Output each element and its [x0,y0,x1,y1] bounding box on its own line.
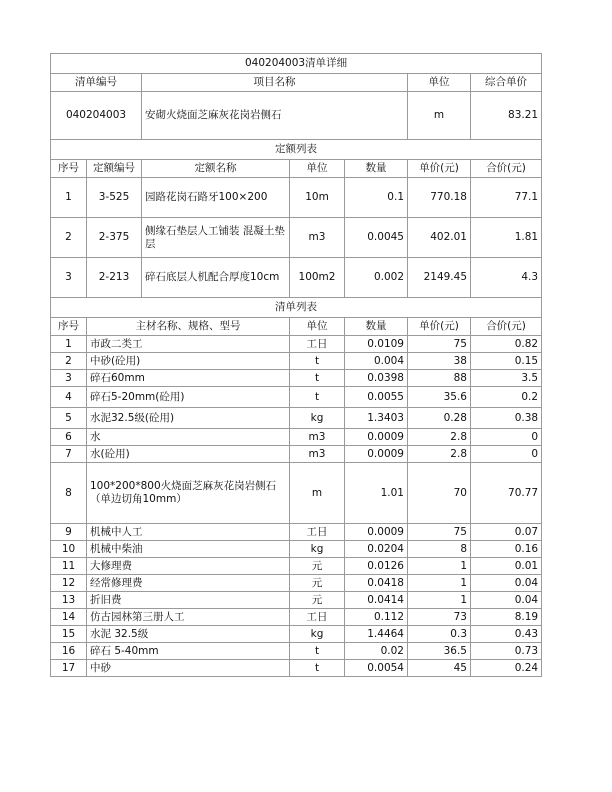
material-row [51,429,542,446]
material-seq: 7 [51,446,87,463]
quota-seq-header: 序号 [51,160,87,178]
material-total: 0.82 [471,336,542,353]
material-price: 1 [408,558,471,575]
material-total: 0.04 [471,592,542,609]
material-total: 0.24 [471,660,542,677]
material-name: 中砂(砼用) [87,353,290,370]
material-unit: 工日 [290,524,345,541]
material-unit: kg [290,626,345,643]
quota-unit: 100m2 [290,258,345,298]
material-price: 73 [408,609,471,626]
material-qty: 0.0204 [345,541,408,558]
material-name: 中砂 [87,660,290,677]
material-total: 0 [471,446,542,463]
code-header: 清单编号 [51,74,142,92]
quota-price: 2149.45 [408,258,471,298]
quota-price: 402.01 [408,218,471,258]
quota-price: 770.18 [408,178,471,218]
material-qty-header: 数量 [345,318,408,336]
material-price: 0.28 [408,408,471,429]
material-row [51,575,542,592]
material-seq: 9 [51,524,87,541]
quota-unit: 10m [290,178,345,218]
material-price: 2.8 [408,429,471,446]
material-price: 2.8 [408,446,471,463]
quota-row [51,218,542,258]
material-unit: 工日 [290,336,345,353]
material-name: 机械中人工 [87,524,290,541]
material-row [51,626,542,643]
quota-qty: 0.002 [345,258,408,298]
material-unit: t [290,387,345,408]
quota-unit-header: 单位 [290,160,345,178]
material-total: 0.2 [471,387,542,408]
quota-code: 2-375 [87,218,142,258]
material-price: 8 [408,541,471,558]
quota-total: 77.1 [471,178,542,218]
material-unit: 元 [290,592,345,609]
material-qty: 0.0398 [345,370,408,387]
material-row [51,463,542,524]
material-price: 0.3 [408,626,471,643]
material-name: 碎石 5-40mm [87,643,290,660]
item-price: 83.21 [471,92,542,140]
material-seq: 16 [51,643,87,660]
material-seq: 8 [51,463,87,524]
material-qty: 0.0009 [345,429,408,446]
quota-name-header: 定额名称 [142,160,290,178]
material-unit: 元 [290,575,345,592]
material-seq: 5 [51,408,87,429]
material-name: 水 [87,429,290,446]
quota-unit: m3 [290,218,345,258]
item-name: 安砌火烧面芝麻灰花岗岩侧石 [142,92,408,140]
material-total: 0.16 [471,541,542,558]
quota-total-header: 合价(元) [471,160,542,178]
material-seq: 10 [51,541,87,558]
material-name-header: 主材名称、规格、型号 [87,318,290,336]
material-row [51,541,542,558]
material-seq: 14 [51,609,87,626]
material-unit: m3 [290,446,345,463]
material-row [51,387,542,408]
material-row [51,643,542,660]
material-total: 0.04 [471,575,542,592]
material-name: 折旧费 [87,592,290,609]
sheet-title: 040204003清单详细 [51,54,542,74]
quota-code: 2-213 [87,258,142,298]
quota-seq: 2 [51,218,87,258]
unit-header: 单位 [408,74,471,92]
material-row [51,353,542,370]
material-qty: 0.0418 [345,575,408,592]
material-name: 水泥 32.5级 [87,626,290,643]
material-name: 水泥32.5级(砼用) [87,408,290,429]
material-total: 0.38 [471,408,542,429]
material-total: 0.43 [471,626,542,643]
material-qty: 0.004 [345,353,408,370]
material-qty: 0.112 [345,609,408,626]
material-total-header: 合价(元) [471,318,542,336]
material-seq-header: 序号 [51,318,87,336]
name-header: 项目名称 [142,74,408,92]
material-qty: 0.0009 [345,524,408,541]
quota-seq: 3 [51,258,87,298]
material-price-header: 单价(元) [408,318,471,336]
material-total: 0.01 [471,558,542,575]
material-total: 70.77 [471,463,542,524]
material-price: 38 [408,353,471,370]
material-row [51,336,542,353]
material-price: 36.5 [408,643,471,660]
material-seq: 17 [51,660,87,677]
quota-qty-header: 数量 [345,160,408,178]
material-qty: 0.0009 [345,446,408,463]
material-name: 碎石60mm [87,370,290,387]
material-seq: 11 [51,558,87,575]
material-row [51,408,542,429]
material-price: 70 [408,463,471,524]
material-unit: kg [290,541,345,558]
material-name: 市政二类工 [87,336,290,353]
material-qty: 1.4464 [345,626,408,643]
quota-row [51,178,542,218]
material-unit: m3 [290,429,345,446]
material-seq: 1 [51,336,87,353]
material-seq: 15 [51,626,87,643]
quota-code: 3-525 [87,178,142,218]
material-unit: 元 [290,558,345,575]
material-qty: 0.0054 [345,660,408,677]
material-name: 大修理费 [87,558,290,575]
quota-qty: 0.1 [345,178,408,218]
quota-code-header: 定额编号 [87,160,142,178]
material-seq: 13 [51,592,87,609]
material-row [51,660,542,677]
bill-detail-table [50,53,542,677]
material-seq: 4 [51,387,87,408]
material-unit: t [290,660,345,677]
quota-name: 侧缘石垫层人工铺装 混凝土垫层 [142,218,290,258]
materials-section-title: 清单列表 [51,298,542,318]
material-total: 8.19 [471,609,542,626]
material-qty: 0.0414 [345,592,408,609]
material-name: 经常修理费 [87,575,290,592]
material-name: 水(砼用) [87,446,290,463]
material-seq: 6 [51,429,87,446]
material-rows [51,336,542,677]
material-qty: 0.0055 [345,387,408,408]
quota-section-title: 定额列表 [51,140,542,160]
material-seq: 12 [51,575,87,592]
material-price: 1 [408,592,471,609]
material-row [51,609,542,626]
material-name: 机械中柴油 [87,541,290,558]
material-total: 0.73 [471,643,542,660]
material-unit: t [290,370,345,387]
quota-row [51,258,542,298]
material-qty: 0.02 [345,643,408,660]
material-qty: 0.0126 [345,558,408,575]
quota-total: 1.81 [471,218,542,258]
price-header: 综合单价 [471,74,542,92]
quota-total: 4.3 [471,258,542,298]
material-name: 100*200*800火烧面芝麻灰花岗岩侧石（单边切角10mm） [87,463,290,524]
material-price: 35.6 [408,387,471,408]
quota-price-header: 单价(元) [408,160,471,178]
material-row [51,370,542,387]
material-unit: t [290,643,345,660]
material-total: 0 [471,429,542,446]
material-row [51,446,542,463]
material-total: 0.15 [471,353,542,370]
material-name: 仿古园林第三册人工 [87,609,290,626]
material-qty: 1.01 [345,463,408,524]
material-unit: t [290,353,345,370]
material-price: 75 [408,524,471,541]
material-qty: 1.3403 [345,408,408,429]
material-total: 0.07 [471,524,542,541]
material-unit-header: 单位 [290,318,345,336]
material-price: 88 [408,370,471,387]
material-price: 75 [408,336,471,353]
material-unit: m [290,463,345,524]
material-row [51,558,542,575]
quota-qty: 0.0045 [345,218,408,258]
material-row [51,592,542,609]
material-row [51,524,542,541]
material-qty: 0.0109 [345,336,408,353]
quota-name: 园路花岗石路牙100×200 [142,178,290,218]
material-seq: 3 [51,370,87,387]
material-seq: 2 [51,353,87,370]
item-code: 040204003 [51,92,142,140]
quota-seq: 1 [51,178,87,218]
item-unit: m [408,92,471,140]
material-price: 1 [408,575,471,592]
material-unit: 工日 [290,609,345,626]
material-price: 45 [408,660,471,677]
quota-name: 碎石底层人机配合厚度10cm [142,258,290,298]
material-unit: kg [290,408,345,429]
material-total: 3.5 [471,370,542,387]
material-name: 碎石5-20mm(砼用) [87,387,290,408]
